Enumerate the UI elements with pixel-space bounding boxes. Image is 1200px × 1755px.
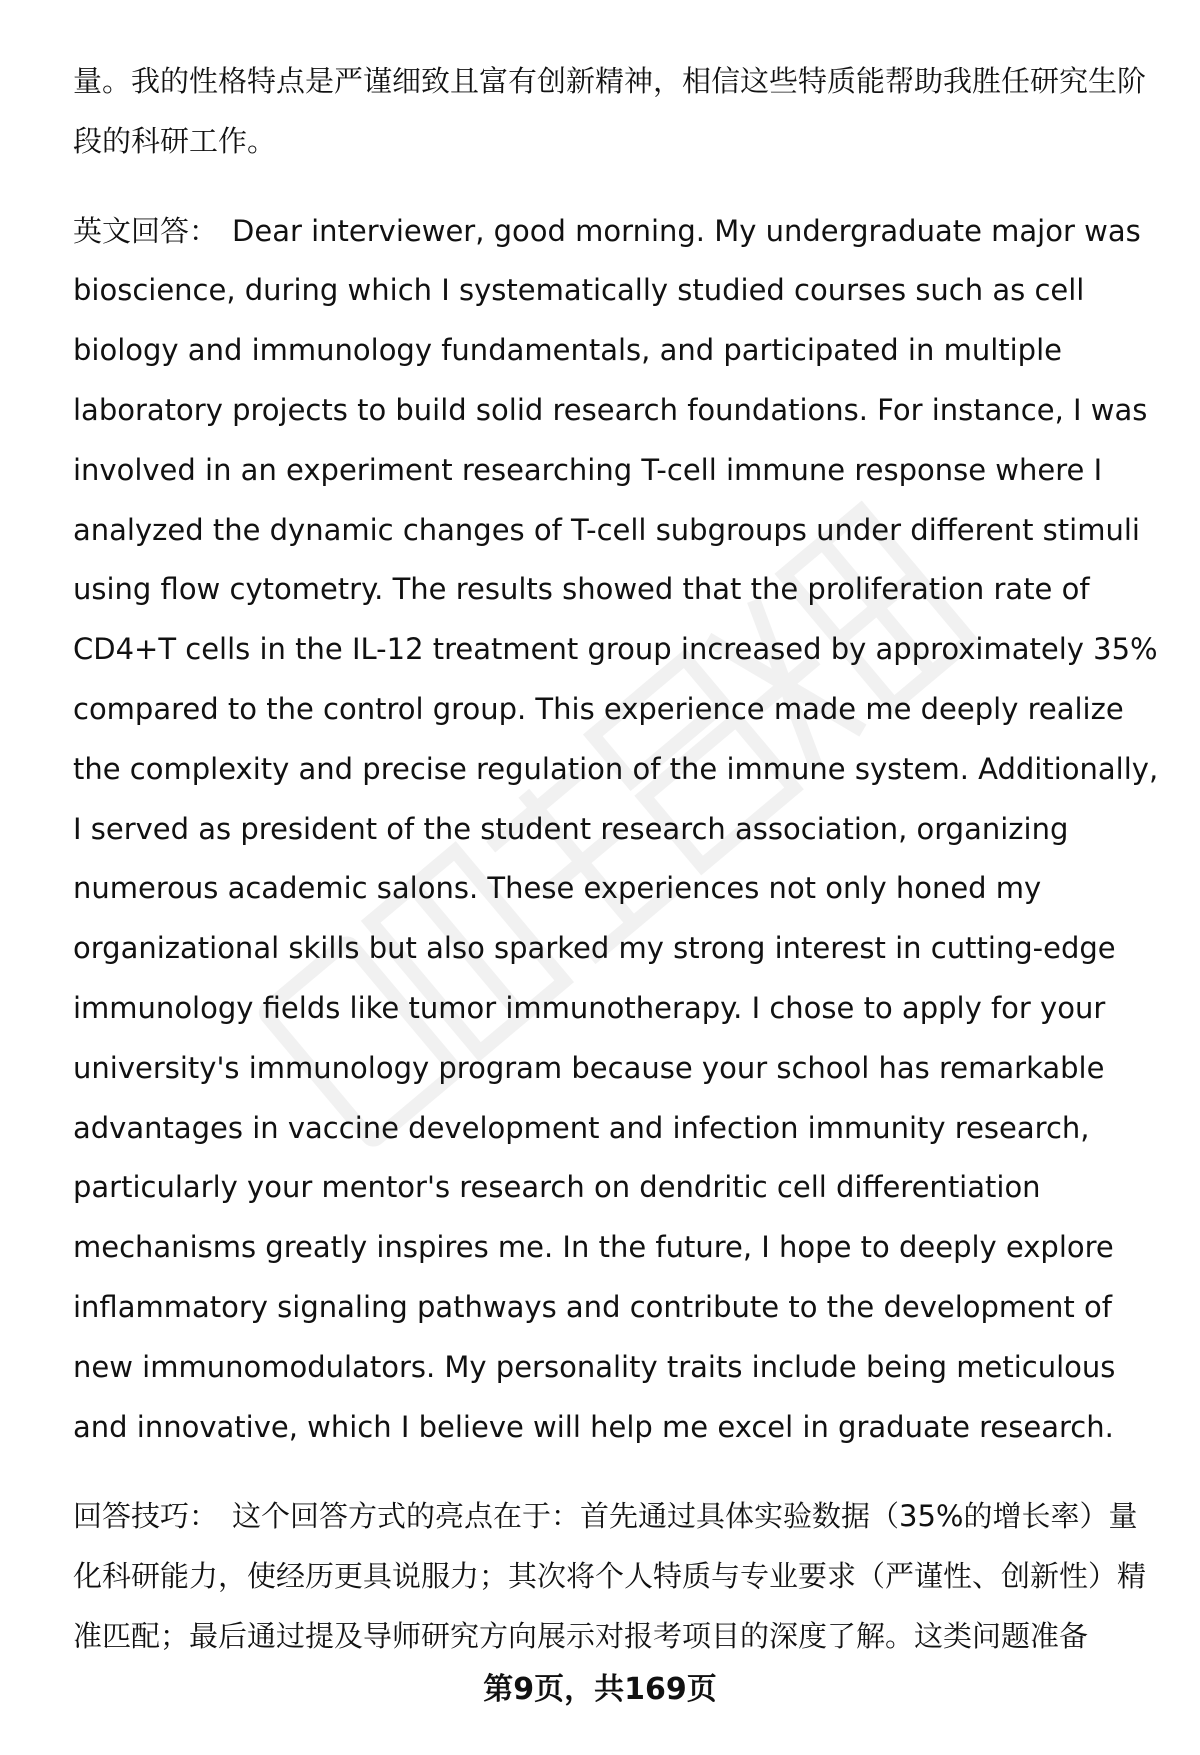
document-body — [73, 52, 1163, 1667]
answer-tips-label: 回答技巧： — [73, 1499, 219, 1534]
page-footer — [0, 1664, 1200, 1708]
page-number: 第9页，共169页 — [483, 1672, 717, 1707]
paragraph-continuation-text: 量。我的性格特点是严谨细致且富有创新精神，相信这些特质能帮助我胜任研究生阶段的科研工作。 — [73, 64, 1147, 158]
paragraph-continuation — [73, 52, 1163, 172]
paragraph-english-answer — [73, 202, 1163, 1458]
paragraph-answer-tips — [73, 1487, 1163, 1666]
answer-tips-text: 这个回答方式的亮点在于：首先通过具体实验数据（35%的增长率）量化科研能力，使经历更具说服力；其次将个人特质与专业要求（严谨性、创新性）精准匹配；最后通过提及导师研究方向展示对报考项目的深度了解。这类问题准备 — [73, 1499, 1147, 1653]
english-answer-label: 英文回答： — [73, 213, 219, 248]
english-answer-text: Dear interviewer, good morning. My undergraduate major was bioscience, during which I systematically studied courses such as cell biology and immunology fundamentals, and participated in multiple laboratory projects to build solid research foundations. For instance, I was involved in an experiment researching T-cell immune response where I analyzed the dynamic changes of T-cell subgroups under different stimuli using flow cytometry. The results showed that the proliferation rate of CD4+T cells in the IL-12 treatment group increased by approximately 35% compared to the control group. This experience made me deeply realize the complexity and precise regulation of the immune system. Additionally, I served as president of the student research association, organizing numerous academic salons. These experiences not only honed my organizational skills but also sparked my strong interest in cutting-edge immunology fields like tumor immunotherapy. I chose to apply for your university's immunology program because your school has remarkable advantages in vaccine development and infection immunity research, particularly your mentor's research on dendritic cell differentiation mechanisms greatly inspires me. In the future, I hope to deeply explore inflammatory signaling pathways and contribute to the development of new immunomodulators. My personality traits include being meticulous and innovative, which I believe will help me excel in graduate research. — [73, 213, 1159, 1444]
